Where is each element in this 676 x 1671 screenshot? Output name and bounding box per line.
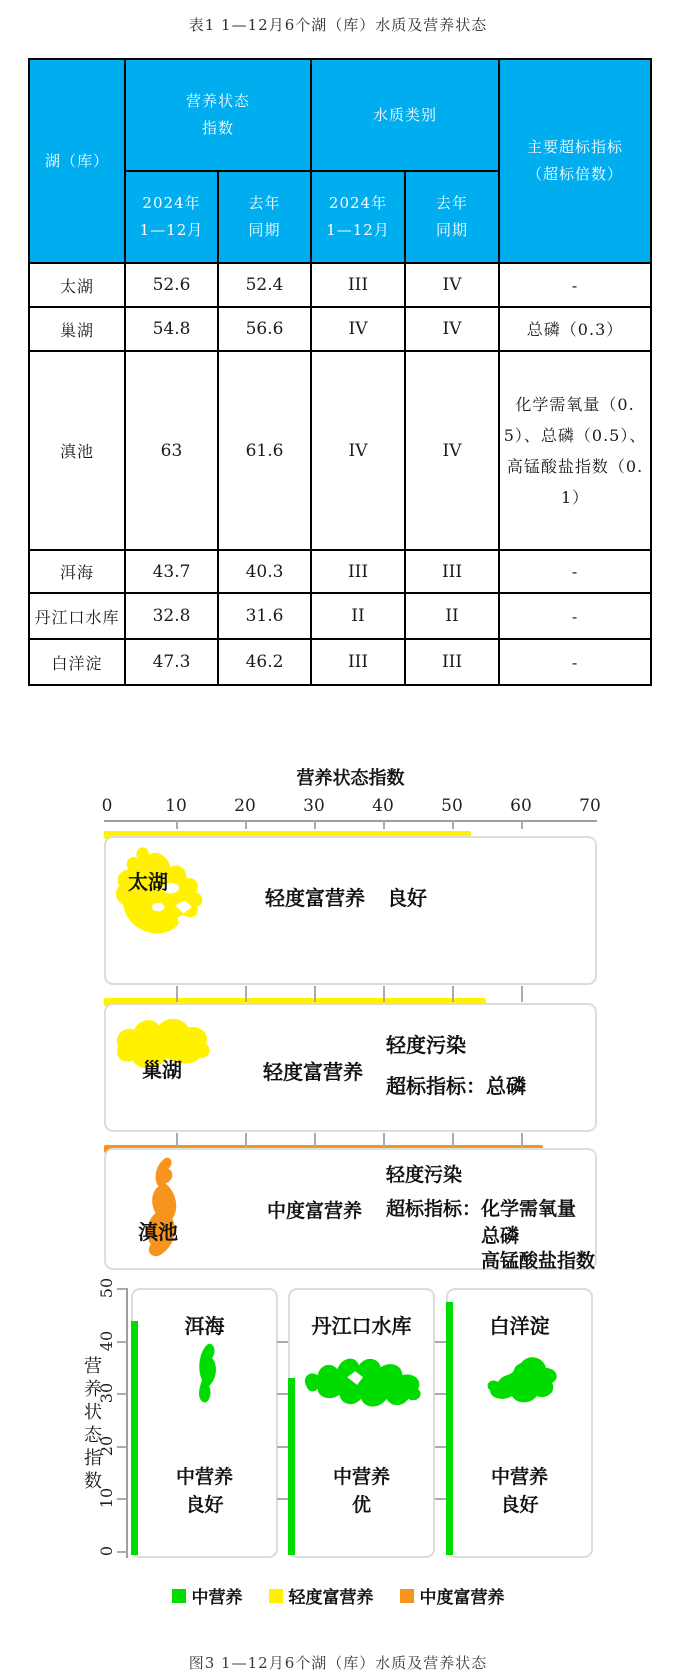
col-header-nutrition-index: 营养状态 指数 <box>125 59 311 171</box>
y-axis-line <box>126 1288 128 1558</box>
axis-tick <box>435 1393 446 1395</box>
chaohu-status: 轻度富营养 <box>263 1060 363 1084</box>
table-row: 太湖 52.6 52.4 III IV - <box>29 263 651 307</box>
y-axis-tick-label: 10 <box>97 1488 116 1509</box>
dianchi-lake-shape <box>138 1154 192 1266</box>
legend-item: 中营养 <box>172 1583 243 1608</box>
lake-name: 丹江口水库 <box>29 593 125 639</box>
chaohu-label: 巢湖 <box>142 1058 182 1082</box>
y-axis-tick-label: 40 <box>97 1330 116 1351</box>
axis-tick <box>435 1498 446 1500</box>
subheader-tli-lastyear: 去年 同期 <box>218 171 311 263</box>
yellow-swatch-icon <box>269 1589 283 1603</box>
axis-tick <box>383 821 385 829</box>
erhai-panel <box>131 1288 278 1558</box>
table-row: 白洋淀 47.3 46.2 III III - <box>29 639 651 685</box>
y-axis-tick-label: 20 <box>97 1435 116 1456</box>
col-header-main-indicator: 主要超标指标 （超标倍数） <box>499 59 651 263</box>
table-row: 丹江口水库 32.8 31.6 II II - <box>29 593 651 639</box>
y-axis-tick-label: 50 <box>97 1277 116 1299</box>
legend-item: 中度富营养 <box>400 1583 505 1608</box>
axis-tick <box>245 1133 247 1147</box>
danjiangkou-panel <box>288 1288 435 1558</box>
x-axis-tick-label: 50 <box>441 796 463 816</box>
axis-tick <box>117 1341 127 1343</box>
axis-tick <box>277 1446 288 1448</box>
axis-tick <box>176 1133 178 1147</box>
baiyangdian-title: 白洋淀 <box>489 1314 550 1338</box>
table-row: 滇池 63 61.6 IV IV 化学需氧量（0.5）、总磷（0.5）、高锰酸盐指数（0.1） <box>29 351 651 550</box>
baiyangdian-quality: 良好 <box>500 1494 539 1516</box>
danjiangkou-status: 中营养 <box>332 1466 390 1488</box>
dianchi-pollution: 轻度污染 <box>386 1164 463 1186</box>
x-axis-tick-label: 30 <box>303 796 325 816</box>
table-row: 洱海 43.7 40.3 III III - <box>29 550 651 593</box>
baiyangdian-index-bar <box>446 1302 453 1555</box>
axis-tick <box>117 1498 127 1500</box>
orange-swatch-icon <box>400 1589 414 1603</box>
chart-axis-title: 营养状态指数 <box>296 768 405 789</box>
axis-tick <box>245 986 247 1002</box>
green-swatch-icon <box>172 1589 186 1603</box>
axis-tick <box>277 1341 288 1343</box>
header-row-groups <box>29 59 651 171</box>
axis-tick <box>314 1133 316 1147</box>
erhai-quality: 良好 <box>185 1494 224 1516</box>
lake-name: 洱海 <box>29 550 125 593</box>
axis-tick <box>452 821 454 829</box>
table-row: 巢湖 54.8 56.6 IV IV 总磷（0.3） <box>29 307 651 351</box>
danjiangkou-lake-shape <box>300 1347 428 1427</box>
dianchi-exceed: 超标指标：化学需氧量 <box>386 1198 577 1220</box>
dianchi-exceed-item: 总磷 <box>481 1225 520 1247</box>
axis-tick <box>521 986 523 1002</box>
erhai-status: 中营养 <box>175 1466 233 1488</box>
axis-tick <box>314 821 316 829</box>
chaohu-pollution: 轻度污染 <box>386 1033 466 1057</box>
axis-tick <box>277 1393 288 1395</box>
danjiangkou-title: 丹江口水库 <box>311 1314 412 1338</box>
x-axis-tick-label: 20 <box>234 796 256 816</box>
axis-tick <box>435 1341 446 1343</box>
x-axis-tick-label: 10 <box>165 796 187 816</box>
lake-name: 太湖 <box>29 263 125 307</box>
legend-item: 轻度富营养 <box>269 1583 374 1608</box>
taihu-label: 太湖 <box>128 870 168 894</box>
baiyangdian-panel <box>446 1288 593 1558</box>
x-axis-tick-label: 60 <box>510 796 532 816</box>
dianchi-status: 中度富营养 <box>267 1200 363 1222</box>
axis-tick <box>117 1446 127 1448</box>
erhai-title: 洱海 <box>184 1314 225 1338</box>
table-title: 表1 1—12月6个湖（库）水质及营养状态 <box>188 16 488 34</box>
dianchi-label: 滇池 <box>138 1220 178 1244</box>
x-axis-tick-label: 70 <box>579 796 601 816</box>
baiyangdian-status: 中营养 <box>490 1466 548 1488</box>
x-axis-tick-label: 40 <box>372 796 394 816</box>
chart-legend <box>0 1583 676 1608</box>
lake-name: 白洋淀 <box>29 639 125 685</box>
y-axis-label: 营养状态指数 <box>81 1356 102 1494</box>
axis-tick <box>277 1498 288 1500</box>
axis-tick <box>314 986 316 1002</box>
subheader-wq-lastyear: 去年 同期 <box>405 171 499 263</box>
axis-tick <box>176 986 178 1002</box>
baiyangdian-lake-shape <box>482 1350 562 1410</box>
subheader-tli-2024: 2024年 1—12月 <box>125 171 218 263</box>
lake-name: 滇池 <box>29 351 125 550</box>
lake-name: 巢湖 <box>29 307 125 351</box>
erhai-lake-shape <box>192 1342 224 1422</box>
axis-tick <box>521 821 523 829</box>
axis-tick <box>452 986 454 1002</box>
taihu-status: 轻度富营养 良好 <box>265 886 427 910</box>
y-axis-tick-label: 0 <box>97 1545 116 1557</box>
axis-tick <box>435 1446 446 1448</box>
figure-caption: 图3 1—12月6个湖（库）水质及营养状态 <box>188 1654 488 1671</box>
axis-tick <box>245 821 247 829</box>
water-quality-table <box>28 58 652 686</box>
y-axis-tick-label: 30 <box>97 1383 116 1404</box>
col-header-water-quality: 水质类别 <box>311 59 499 171</box>
axis-tick <box>521 1133 523 1147</box>
dianchi-exceed-item: 高锰酸盐指数 <box>481 1250 596 1272</box>
axis-tick <box>117 1393 127 1395</box>
x-axis-tick-label: 0 <box>101 796 113 816</box>
erhai-index-bar <box>131 1321 138 1555</box>
axis-tick <box>452 1133 454 1147</box>
axis-tick <box>117 1551 127 1553</box>
danjiangkou-quality: 优 <box>351 1494 371 1516</box>
danjiangkou-index-bar <box>288 1378 295 1555</box>
chaohu-exceed: 超标指标：总磷 <box>386 1074 526 1098</box>
axis-tick <box>117 1288 127 1290</box>
axis-tick <box>383 986 385 1002</box>
axis-tick <box>176 821 178 829</box>
col-header-lake: 湖（库） <box>29 59 125 263</box>
subheader-wq-2024: 2024年 1—12月 <box>311 171 405 263</box>
axis-tick <box>383 1133 385 1147</box>
